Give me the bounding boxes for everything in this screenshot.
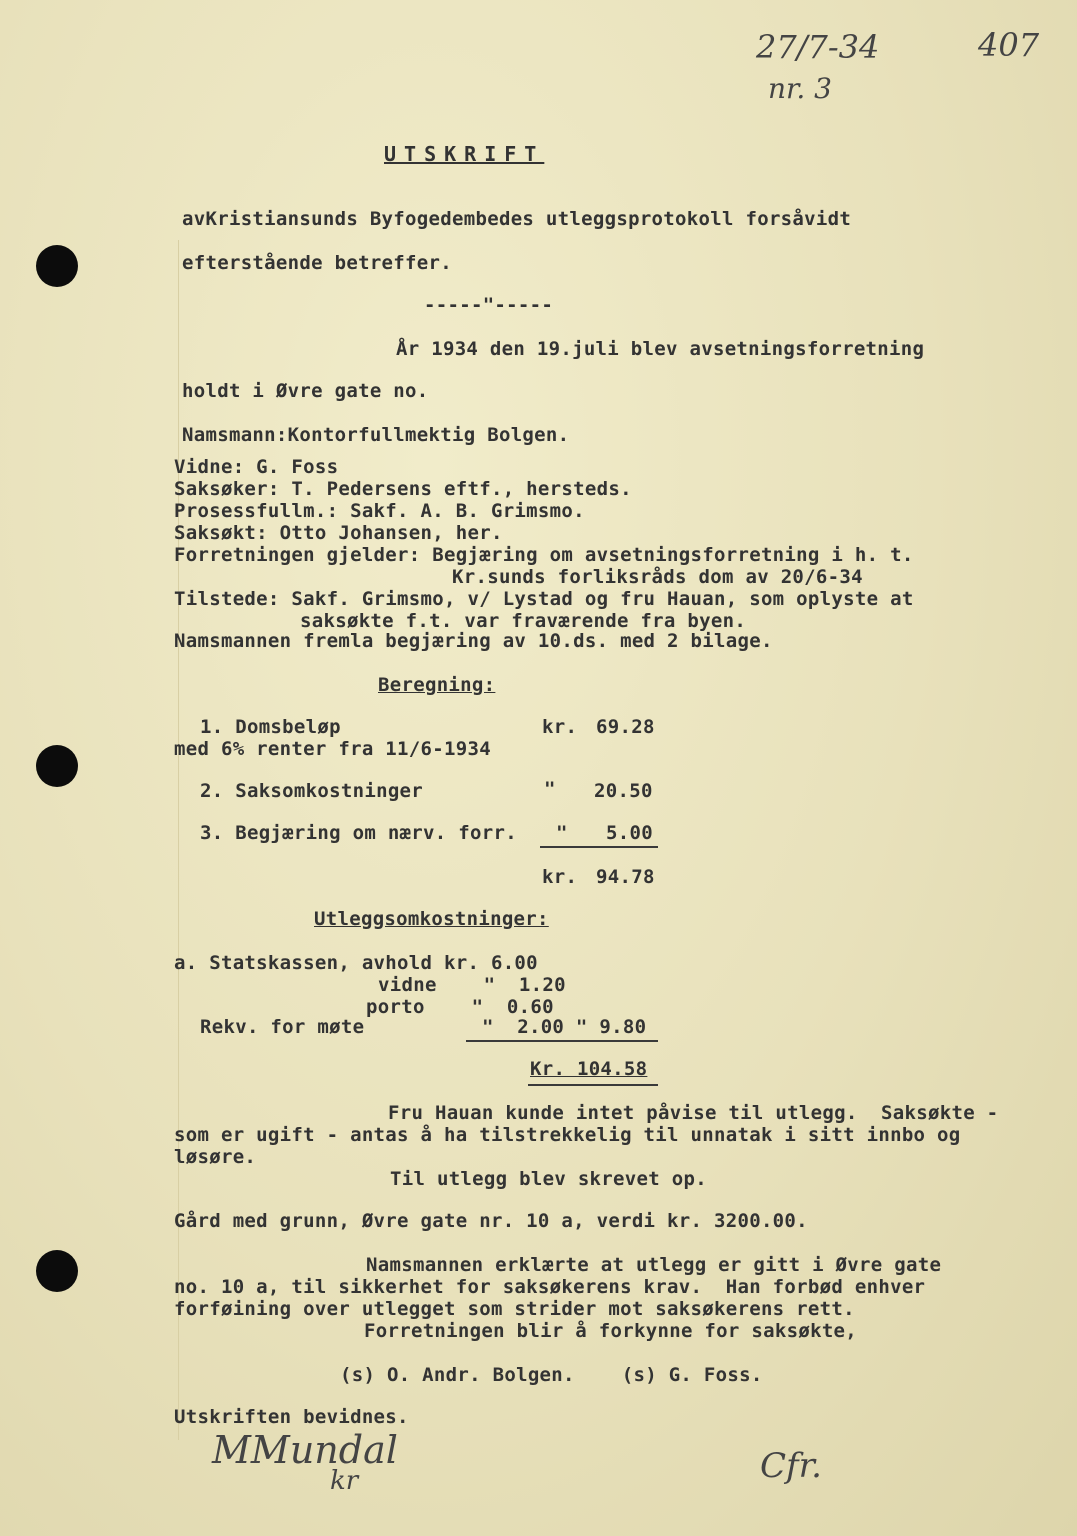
handwritten-signature-title: kr [330,1466,359,1496]
separator: -----"----- [424,294,554,316]
utlegg-heading: Utleggsomkostninger: [314,908,549,930]
beregning-item-currency: " [544,778,556,800]
handwritten-signature: MMundal [212,1428,398,1472]
beregning-total-currency: kr. [542,866,578,888]
closing-p4-line-2: no. 10 a, til sikkerhet for saksøkerens krav. Han forbød enhver [174,1276,926,1298]
beregning-sum-rule [540,846,658,848]
utlegg-line-4-label: Rekv. for møte [200,1016,365,1038]
beregning-item-label: 2. Saksomkostninger [200,780,424,802]
closing-p4-line-3: forføining over utlegget som strider mot saksøkerens rett. [174,1298,855,1320]
beregning-item-amount: 20.50 [594,780,653,802]
handwritten-number: nr. 3 [768,72,832,105]
handwritten-page-number: 407 [978,26,1040,64]
saksoker-line: Saksøker: T. Pedersens eftf., hersteds. [174,478,632,500]
punch-hole-bottom [36,1250,78,1292]
forretningen-line-2: Kr.sunds forliksråds dom av 20/6-34 [452,566,863,588]
saksokt-line: Saksøkt: Otto Johansen, her. [174,522,503,544]
grand-total: Kr. 104.58 [530,1058,648,1080]
tilstede-line-1: Tilstede: Sakf. Grimsmo, v/ Lystad og fru Hauan, som oplyste at [174,588,914,610]
closing-p1-line-1: Fru Hauan kunde intet påvise til utlegg. Saksøkte - [388,1102,999,1124]
handwritten-date: 27/7-34 [756,28,880,66]
beregning-total: 94.78 [596,866,655,888]
document-heading: UTSKRIFT [384,142,545,166]
opening-line-2: holdt i Øvre gate no. [182,380,429,402]
beregning-item-amount: 69.28 [596,716,655,738]
bevidnes-line: Utskriften bevidnes. [174,1406,409,1428]
handwritten-initials: Cfr. [760,1446,822,1486]
utlegg-line-3: porto " 0.60 [366,996,554,1018]
utlegg-sum-rule [466,1040,658,1042]
prosessfullm-line: Prosessfullm.: Sakf. A. B. Grimsmo. [174,500,585,522]
utlegg-line-1: a. Statskassen, avhold kr. 6.00 [174,952,538,974]
closing-p4-line-4: Forretningen blir å forkynne for saksøkte, [364,1320,858,1342]
beregning-item-label: 3. Begjæring om nærv. forr. [200,822,517,844]
closing-p1-line-2: som er ugift - antas å ha tilstrekkelig til unnatak i sitt innbo og [174,1124,961,1146]
margin-line [178,240,179,1440]
closing-p4-line-1: Namsmannen erklærte at utlegg er gitt i Øvre gate [366,1254,942,1276]
beregning-item-amount: 5.00 [606,822,653,844]
beregning-heading: Beregning: [378,674,496,696]
beregning-item-label: 1. Domsbeløp [200,716,341,738]
intro-line-2: efterstående betreffer. [182,252,452,274]
tilstede-line-2: saksøkte f.t. var fraværende fra byen. [300,610,747,632]
beregning-item-currency: kr. [542,716,578,738]
vidne-line: Vidne: G. Foss [174,456,339,478]
closing-p2: Til utlegg blev skrevet op. [390,1168,707,1190]
closing-p1-line-3: løsøre. [174,1146,257,1168]
punch-hole-middle [36,745,78,787]
closing-p3: Gård med grunn, Øvre gate nr. 10 a, verdi kr. 3200.00. [174,1210,808,1232]
opening-line-1: År 1934 den 19.juli blev avsetningsforretning [396,338,925,360]
grand-total-rule [528,1084,658,1086]
utlegg-line-2: vidne " 1.20 [378,974,566,996]
beregning-item-currency: " [556,822,568,844]
intro-line-1: avKristiansunds Byfogedembedes utleggsprotokoll forsåvidt [182,208,852,230]
namsmann-line: Namsmann:Kontorfullmektig Bolgen. [182,424,570,446]
beregning-item-label: med 6% renter fra 11/6-1934 [174,738,491,760]
utlegg-line-4-values: " 2.00 " 9.80 [482,1016,647,1038]
fremla-line: Namsmannen fremla begjæring av 10.ds. med 2 bilage. [174,630,773,652]
forretningen-line-1: Forretningen gjelder: Begjæring om avsetningsforretning i h. t. [174,544,914,566]
punch-hole-top [36,245,78,287]
signatures-line: (s) O. Andr. Bolgen. (s) G. Foss. [340,1364,763,1386]
